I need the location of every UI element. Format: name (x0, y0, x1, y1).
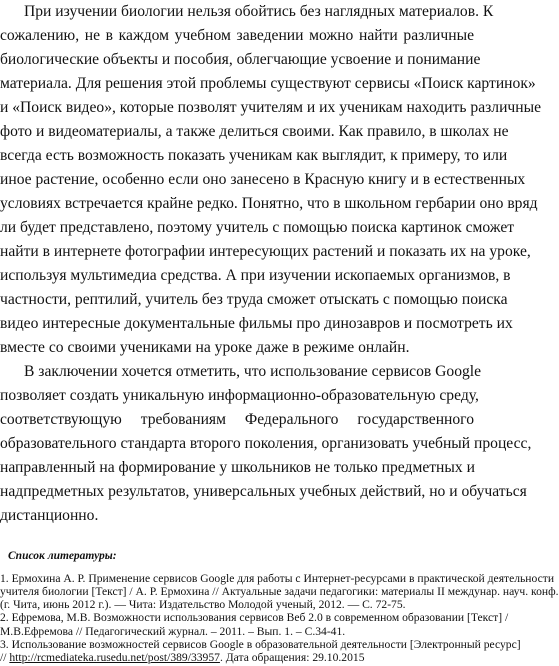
paragraph-1-line: всегда есть возможность показать ученикам как выглядит, к примеру, то или (0, 147, 508, 164)
paragraph-1-line: видео интересные документальные фильмы про динозавров и посмотреть их (0, 315, 513, 332)
paragraph-2-line: дистанционно. (0, 507, 99, 524)
paragraph-2-line: надпредметных результатов, универсальных учебных действий, но и обучаться (0, 483, 527, 500)
paragraph-2-line: позволяет создать уникальную информационно-образовательную среду, (0, 387, 479, 404)
paragraph-1-line: биологические объекты и пособия, облегчающие усвоение и понимание (0, 51, 481, 68)
paragraph-1-line: и «Поиск видео», которые позволят учителям и их ученикам находить различные (0, 99, 541, 116)
paragraph-2-line: направленный на формирование у школьников не только предметных и (0, 459, 475, 476)
references-title: Список литературы: (8, 550, 117, 562)
paragraph-1-line: иное растение, особенно если оно занесено в Красную книгу и в естественных (0, 171, 526, 188)
paragraph-1-line: фото и видеоматериалы, а также делиться своими. Как правило, в школах не (0, 123, 509, 140)
reference-line: 1. Ермохина А. Р. Применение сервисов Google для работы с Интернет-ресурсами в практической деятельности (0, 572, 555, 585)
reference-line: (г. Чита, июнь 2012 г.). — Чита: Издательство Молодой ученый, 2012. — С. 72-75. (0, 598, 406, 612)
paragraph-1-line: ли будет представлено, поэтому учитель с помощью поиска картинок сможет (0, 219, 515, 236)
paragraph-1-line: При изучении биологии нельзя обойтись без наглядных материалов. К (24, 3, 494, 20)
paragraph-2-line: соответствующую требованиям Федерального государственного (0, 411, 474, 428)
paragraph-2-line: образовательного стандарта второго поколения, организовать учебный процесс, (0, 435, 532, 452)
paragraph-1-line: материала. Для решения этой проблемы существуют сервисы «Поиск картинок» (0, 75, 536, 92)
reference-line: 2. Ефремова, М.В. Возможности использования сервисов Веб 2.0 в современном образовании [Текст] / (0, 611, 509, 625)
reference-line: учителя биологии [Текст] / А. Р. Ермохина // Актуальные задачи педагогики: материалы II междунар. науч. конф. (0, 585, 559, 599)
paragraph-1-line: найти в интернете фотографии интересующих растений и показать их на уроке, (0, 243, 531, 260)
reference-link[interactable]: http://rcmediateka.rusedu.net/post/389/33957 (9, 650, 220, 664)
paragraph-1-line: условиях встречается крайне редко. Понятно, что в школьном гербарии оно вряд (0, 195, 538, 212)
paragraph-1-line: используя мультимедиа средства. А при изучении ископаемых организмов, в (0, 267, 511, 284)
reference-prefix: // (0, 650, 10, 664)
reference-line: 3. Использование возможностей сервисов Google в образовательной деятельности [Электронный ресурс] (0, 637, 521, 651)
paragraph-1-line: сожалению, не в каждом учебном заведении можно найти различные (0, 27, 474, 44)
paragraph-2-line: В заключении хочется отметить, что использование сервисов Google (24, 363, 482, 380)
reference-url-line (0, 651, 474, 664)
reference-access-date: . Дата обращения: 29.10.2015 (219, 650, 365, 664)
paragraph-1-line: частности, рептилий, учитель без труда сможет отыскать с помощью поиска (0, 291, 508, 308)
paragraph-1-line: вместе со своими учениками на уроке даже в режиме онлайн. (0, 339, 410, 356)
reference-line: М.В.Ефремова // Педагогический журнал. – 2011. – Вып. 1. – С.34-41. (0, 624, 346, 638)
